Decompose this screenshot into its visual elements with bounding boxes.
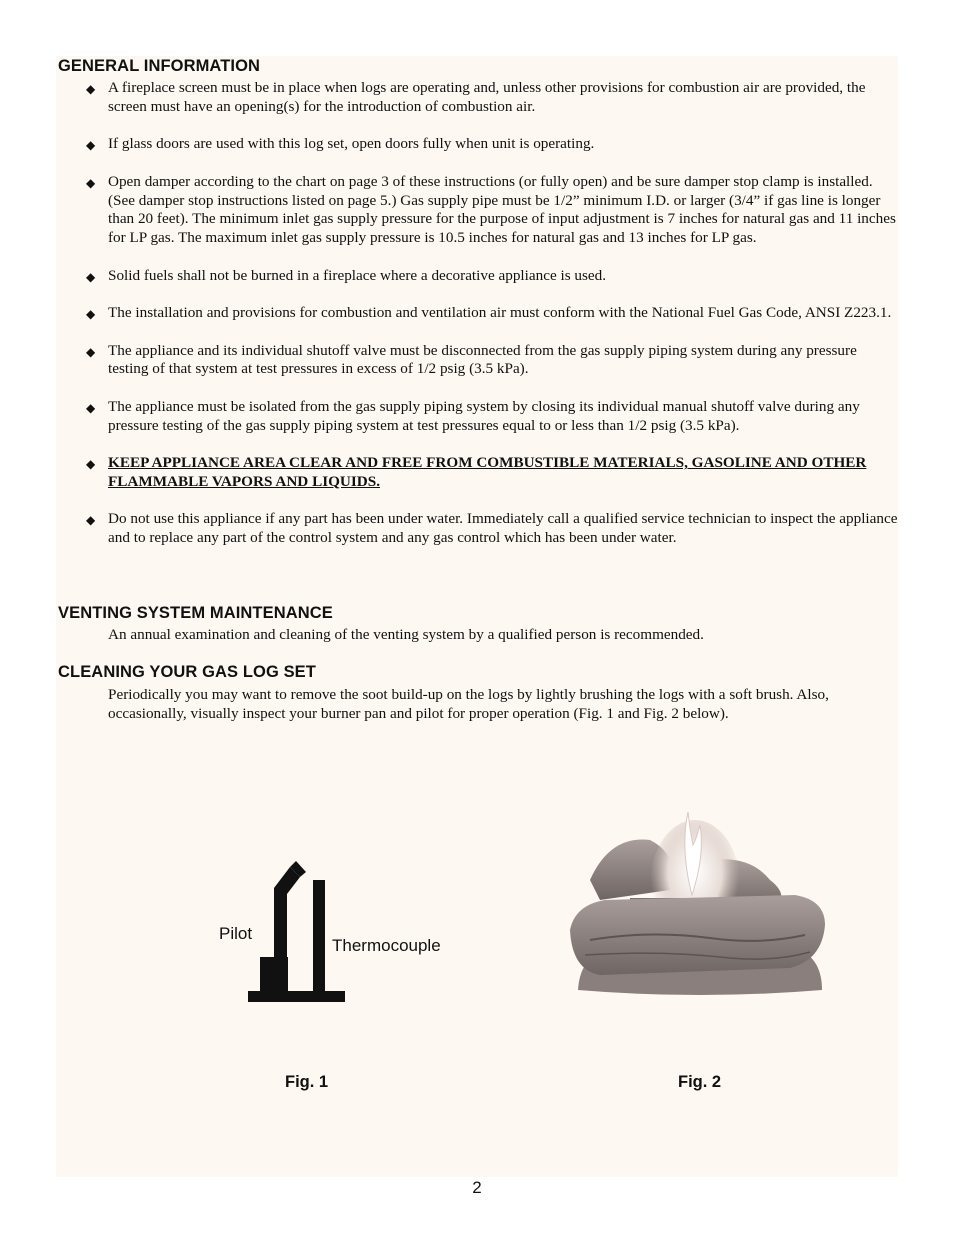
pilot-tube xyxy=(274,867,300,958)
pilot-block xyxy=(260,957,288,992)
pilot-label: Pilot xyxy=(219,924,253,943)
diamond-bullet-icon: ◆ xyxy=(86,400,96,415)
list-item: ◆ The appliance must be isolated from the gas supply piping system by closing its individual manual shutoff valve during any pressure testing of the gas supply piping system at test pressures equal to or less than 1/2 psig (3.5 kPa). xyxy=(86,397,860,434)
list-item: ◆ The appliance and its individual shutoff valve must be disconnected from the gas supply piping system during any pressure testing of that system at test pressures in excess of 1/2 psig (3.5 kPa). xyxy=(86,341,857,378)
diamond-bullet-icon: ◆ xyxy=(86,138,96,153)
venting-heading: VENTING SYSTEM MAINTENANCE xyxy=(58,604,333,622)
general-information-heading: GENERAL INFORMATION xyxy=(58,57,261,75)
diamond-bullet-icon: ◆ xyxy=(86,307,96,322)
list-item: ◆ A fireplace screen must be in place when logs are operating and, unless other provisions for combustion air are provided, the screen must have an opening(s) for the introduction of combustion air. xyxy=(86,79,866,115)
diamond-bullet-icon: ◆ xyxy=(86,175,96,190)
list-item: ◆ Do not use this appliance if any part has been under water. Immediately call a qualified service technician to inspect the appliance and to replace any part of the control system and any gas control which has been under water. xyxy=(86,510,898,547)
thermocouple-label: Thermocouple xyxy=(332,936,441,955)
list-item: ◆ If glass doors are used with this log set, open doors fully when unit is operating. xyxy=(84,135,898,154)
diamond-bullet-icon: ◆ xyxy=(86,82,96,96)
gas-log-set-image xyxy=(560,800,835,1005)
warning-list-item: ◆ KEEP APPLIANCE AREA CLEAR AND FREE FROM COMBUSTIBLE MATERIALS, GASOLINE AND OTHER FLAMMABLE VAPORS AND LIQUIDS. xyxy=(86,454,867,490)
fig2-caption: Fig. 2 xyxy=(678,1073,722,1091)
fig1-caption: Fig. 1 xyxy=(285,1073,329,1091)
diamond-bullet-icon: ◆ xyxy=(86,344,96,359)
venting-text: An annual examination and cleaning of the venting system by a qualified person is recommended. xyxy=(108,626,704,643)
diamond-bullet-icon: ◆ xyxy=(86,269,96,284)
list-item: ◆ Open damper according to the chart on page 3 of these instructions (or fully open) and be sure damper stop clamp is installed. (See damper stop instructions listed on page 5.) Gas supply pipe must be 1/2” minimum I.D. or larger (3/4” if gas line is longer than 20 feet). The minimum inlet gas supply pressure for the purpose of input adjustment is 7 inches for natural gas and 11 inches for LP gas. The maximum inlet gas supply pressure is 10.5 inches for natural gas and 13 inches for LP gas. xyxy=(86,172,896,247)
base-plate xyxy=(248,991,345,1002)
diamond-bullet-icon: ◆ xyxy=(86,457,96,472)
front-log xyxy=(570,895,825,975)
list-item: ◆ Solid fuels shall not be burned in a fireplace where a decorative appliance is used. xyxy=(84,267,898,286)
general-information-list xyxy=(84,79,898,567)
thermocouple-rod xyxy=(313,880,325,992)
cleaning-heading: CLEANING YOUR GAS LOG SET xyxy=(58,663,316,681)
list-item: ◆ The installation and provisions for combustion and ventilation air must conform with the National Fuel Gas Code, ANSI Z223.1. xyxy=(84,304,898,323)
cleaning-text: Periodically you may want to remove the soot build-up on the logs by lightly brushing the logs with a soft brush. Also, occasionally, visually inspect your burner pan and pilot for proper operation (Fig. 1 and Fig. 2 below). xyxy=(108,686,829,722)
diamond-bullet-icon: ◆ xyxy=(86,513,96,528)
pilot-thermocouple-diagram xyxy=(210,860,480,1010)
page-number: 2 xyxy=(472,1178,482,1197)
